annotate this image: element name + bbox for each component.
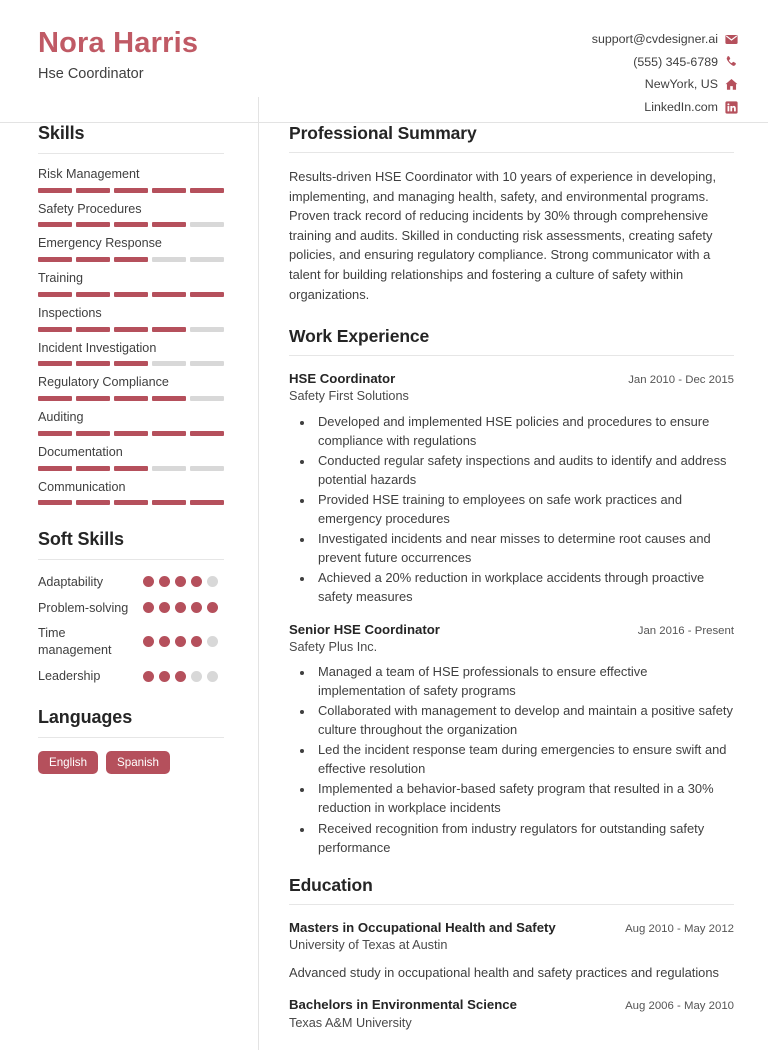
skill-level-segment bbox=[190, 327, 224, 332]
skill-level-segment bbox=[114, 222, 148, 227]
rating-dot bbox=[175, 602, 186, 613]
skill-level-segment bbox=[152, 466, 186, 471]
candidate-role: Hse Coordinator bbox=[38, 66, 144, 83]
education-description: Advanced study in occupational health and safety practices and regulations bbox=[289, 965, 719, 981]
skill-level-segment bbox=[114, 431, 148, 436]
skills-list bbox=[38, 167, 224, 505]
language-chip: Spanish bbox=[106, 751, 170, 775]
education-entry-header bbox=[289, 996, 734, 1013]
skill-level-segment bbox=[76, 500, 110, 505]
skill-level-bar bbox=[38, 327, 224, 332]
skill-level-bar bbox=[38, 361, 224, 366]
experience-bullet: • Provided HSE training to employees on safe work practices and emergency procedures bbox=[314, 490, 734, 528]
rating-dot bbox=[143, 636, 154, 647]
soft-skill-label: Time management bbox=[38, 626, 112, 657]
skill-item bbox=[38, 306, 224, 332]
education-date-range: Aug 2010 - May 2012 bbox=[625, 922, 734, 935]
rating-dot bbox=[143, 576, 154, 587]
skills-section bbox=[38, 123, 224, 505]
experience-date-range: Jan 2010 - Dec 2015 bbox=[628, 374, 734, 387]
education-entry bbox=[289, 919, 734, 983]
skill-level-segment bbox=[38, 500, 72, 505]
soft-skill-item bbox=[38, 625, 224, 658]
skill-level-segment bbox=[76, 466, 110, 471]
skill-level-segment bbox=[152, 396, 186, 401]
skill-level-segment bbox=[76, 361, 110, 366]
envelope-icon bbox=[725, 33, 738, 46]
skill-level-bar bbox=[38, 222, 224, 227]
skill-level-segment bbox=[190, 222, 224, 227]
skill-label: Auditing bbox=[38, 410, 84, 425]
skill-level-segment bbox=[190, 500, 224, 505]
skill-level-segment bbox=[114, 500, 148, 505]
education-heading: Education bbox=[289, 874, 373, 895]
skill-level-segment bbox=[152, 500, 186, 505]
rating-dot bbox=[207, 636, 218, 647]
language-chip: English bbox=[38, 751, 98, 775]
rating-dot bbox=[207, 602, 218, 613]
skill-level-segment bbox=[190, 257, 224, 262]
experience-company: Safety First Solutions bbox=[289, 389, 409, 404]
experience-date-range: Jan 2016 - Present bbox=[637, 624, 734, 637]
soft-skills-heading: Soft Skills bbox=[38, 529, 124, 550]
experience-entry bbox=[289, 370, 734, 606]
skill-label: Inspections bbox=[38, 305, 102, 320]
soft-skill-label: Problem-solving bbox=[38, 600, 129, 615]
experience-job-title: HSE Coordinator bbox=[289, 371, 396, 387]
skill-level-segment bbox=[38, 292, 72, 297]
skill-level-segment bbox=[38, 361, 72, 366]
soft-skill-rating bbox=[143, 636, 224, 647]
rating-dot bbox=[175, 636, 186, 647]
skill-level-bar bbox=[38, 396, 224, 401]
soft-skill-label: Adaptability bbox=[38, 574, 104, 589]
experience-bullet: • Implemented a behavior-based safety program that resulted in a 30% reduction in workplace incidents bbox=[314, 779, 734, 817]
skill-level-segment bbox=[38, 431, 72, 436]
skill-level-segment bbox=[152, 222, 186, 227]
skill-level-segment bbox=[114, 327, 148, 332]
skill-item bbox=[38, 202, 224, 228]
soft-skill-label: Leadership bbox=[38, 668, 101, 683]
rating-dot bbox=[159, 602, 170, 613]
resume-body bbox=[0, 96, 768, 1050]
rating-dot bbox=[159, 671, 170, 682]
sidebar bbox=[0, 97, 259, 1050]
soft-skill-rating bbox=[143, 576, 224, 587]
education-school: University of Texas at Austin bbox=[289, 937, 448, 952]
experience-bullet: • Collaborated with management to develop and maintain a positive safety culture throughout the organization bbox=[314, 701, 734, 739]
skill-item bbox=[38, 236, 224, 262]
rating-dot bbox=[191, 671, 202, 682]
rating-dot bbox=[207, 576, 218, 587]
experience-bullet-list bbox=[289, 662, 734, 857]
languages-heading: Languages bbox=[38, 706, 133, 727]
skill-label: Documentation bbox=[38, 444, 123, 459]
skill-label: Safety Procedures bbox=[38, 201, 142, 216]
contact-email[interactable] bbox=[592, 30, 738, 49]
skill-item bbox=[38, 341, 224, 367]
skill-label: Incident Investigation bbox=[38, 340, 157, 355]
skill-level-segment bbox=[152, 327, 186, 332]
summary-heading-rule bbox=[289, 152, 734, 153]
summary-section bbox=[289, 123, 734, 304]
experience-bullet: • Led the incident response team during emergencies to ensure swift and effective resolution bbox=[314, 740, 734, 778]
skill-label: Emergency Response bbox=[38, 236, 162, 251]
skill-label: Risk Management bbox=[38, 167, 140, 181]
soft-skill-rating bbox=[143, 671, 224, 682]
education-section bbox=[289, 875, 734, 1032]
experience-bullet: • Achieved a 20% reduction in workplace accidents through proactive safety measures bbox=[314, 568, 734, 606]
languages-heading-rule bbox=[38, 737, 224, 738]
experience-list bbox=[289, 370, 734, 856]
soft-skill-item bbox=[38, 573, 224, 590]
experience-bullet: • Managed a team of HSE professionals to ensure effective implementation of safety programs bbox=[314, 662, 734, 700]
experience-bullet: • Developed and implemented HSE policies and procedures to ensure compliance with regulations bbox=[314, 412, 734, 450]
main-column bbox=[259, 97, 768, 1050]
experience-company: Safety Plus Inc. bbox=[289, 639, 378, 654]
phone-icon bbox=[725, 55, 738, 68]
skill-level-segment bbox=[38, 327, 72, 332]
experience-entry-header bbox=[289, 621, 734, 638]
education-entry bbox=[289, 996, 734, 1031]
skill-level-bar bbox=[38, 292, 224, 297]
skill-level-segment bbox=[114, 292, 148, 297]
skill-item bbox=[38, 375, 224, 401]
skill-level-segment bbox=[38, 396, 72, 401]
soft-skills-section bbox=[38, 529, 224, 684]
experience-job-title: Senior HSE Coordinator bbox=[289, 621, 440, 637]
experience-heading-rule bbox=[289, 355, 734, 356]
contact-linkedin-text: LinkedIn.com bbox=[644, 99, 718, 114]
education-school: Texas A&M University bbox=[289, 1015, 412, 1030]
candidate-name: Nora Harris bbox=[38, 27, 199, 59]
skill-level-segment bbox=[190, 431, 224, 436]
skill-level-segment bbox=[76, 222, 110, 227]
skill-level-segment bbox=[114, 466, 148, 471]
rating-dot bbox=[159, 576, 170, 587]
rating-dot bbox=[191, 576, 202, 587]
contact-phone[interactable] bbox=[633, 53, 738, 72]
skill-level-segment bbox=[76, 188, 110, 193]
rating-dot bbox=[159, 636, 170, 647]
resume-header bbox=[0, 0, 768, 114]
skill-level-segment bbox=[76, 257, 110, 262]
skill-level-segment bbox=[190, 396, 224, 401]
skill-level-segment bbox=[152, 188, 186, 193]
home-icon bbox=[725, 78, 738, 91]
education-entry-header bbox=[289, 919, 734, 936]
skill-level-segment bbox=[38, 466, 72, 471]
skills-heading: Skills bbox=[38, 123, 85, 143]
skill-level-segment bbox=[114, 396, 148, 401]
skill-item bbox=[38, 480, 224, 506]
education-degree: Masters in Occupational Health and Safety bbox=[289, 919, 556, 935]
skill-level-segment bbox=[76, 396, 110, 401]
experience-bullet: • Conducted regular safety inspections and audits to identify and address potential hazards bbox=[314, 451, 734, 489]
experience-heading: Work Experience bbox=[289, 326, 430, 347]
skill-label: Communication bbox=[38, 479, 126, 494]
skill-level-segment bbox=[76, 327, 110, 332]
summary-text: Results-driven HSE Coordinator with 10 years of experience in developing, implementing, and managing health, safety, and environmental programs. Proven track record of reducing incidents by 30% through comprehensive training and audits. Skilled in conducting risk assessments, creating safety policies, and ensuring regulatory compliance. Strong communicator with a talent for building relationships and fostering a culture of safety within organizations. bbox=[289, 169, 717, 302]
rating-dot bbox=[143, 602, 154, 613]
rating-dot bbox=[143, 671, 154, 682]
skill-level-segment bbox=[76, 431, 110, 436]
contact-location-text: NewYork, US bbox=[644, 77, 718, 92]
skill-level-bar bbox=[38, 257, 224, 262]
rating-dot bbox=[191, 602, 202, 613]
skill-label: Training bbox=[38, 271, 84, 286]
skill-level-segment bbox=[152, 292, 186, 297]
skill-level-segment bbox=[114, 188, 148, 193]
skill-item bbox=[38, 271, 224, 297]
rating-dot bbox=[175, 576, 186, 587]
skill-level-bar bbox=[38, 500, 224, 505]
skill-level-segment bbox=[76, 292, 110, 297]
skill-item bbox=[38, 445, 224, 471]
skill-level-segment bbox=[114, 257, 148, 262]
rating-dot bbox=[175, 671, 186, 682]
experience-bullet: • Investigated incidents and near misses to determine root causes and prevent future occurrences bbox=[314, 529, 734, 567]
experience-section bbox=[289, 326, 734, 856]
skill-level-bar bbox=[38, 188, 224, 193]
soft-skill-rating bbox=[143, 602, 224, 613]
soft-skill-item bbox=[38, 668, 224, 685]
skill-level-segment bbox=[38, 222, 72, 227]
education-date-range: Aug 2006 - May 2010 bbox=[625, 1000, 734, 1013]
soft-skill-item bbox=[38, 599, 224, 616]
skill-label: Regulatory Compliance bbox=[38, 375, 169, 390]
skill-level-bar bbox=[38, 431, 224, 436]
contact-email-text: support@cvdesigner.ai bbox=[591, 32, 718, 46]
skill-level-segment bbox=[190, 292, 224, 297]
languages-section bbox=[38, 707, 224, 775]
skill-level-segment bbox=[152, 431, 186, 436]
rating-dot bbox=[207, 671, 218, 682]
skill-level-segment bbox=[190, 361, 224, 366]
experience-entry-header bbox=[289, 370, 734, 387]
skill-level-segment bbox=[114, 361, 148, 366]
education-heading-rule bbox=[289, 904, 734, 905]
skill-level-bar bbox=[38, 466, 224, 471]
identity-block bbox=[38, 26, 198, 84]
skill-level-segment bbox=[38, 188, 72, 193]
skill-level-segment bbox=[152, 361, 186, 366]
education-degree: Bachelors in Environmental Science bbox=[289, 997, 517, 1013]
experience-entry bbox=[289, 621, 734, 857]
contact-phone-text: (555) 345-6789 bbox=[633, 54, 718, 69]
skill-level-segment bbox=[190, 466, 224, 471]
soft-skills-heading-rule bbox=[38, 559, 224, 560]
summary-heading: Professional Summary bbox=[289, 123, 477, 143]
header-divider bbox=[0, 122, 768, 123]
rating-dot bbox=[191, 636, 202, 647]
soft-skills-list bbox=[38, 573, 224, 684]
skill-level-segment bbox=[38, 257, 72, 262]
skills-heading-rule bbox=[38, 153, 224, 154]
education-list bbox=[289, 919, 734, 1032]
skill-level-segment bbox=[152, 257, 186, 262]
skill-item bbox=[38, 410, 224, 436]
experience-bullet: • Received recognition from industry regulators for outstanding safety performance bbox=[314, 819, 734, 857]
skill-level-segment bbox=[190, 188, 224, 193]
experience-bullet-list bbox=[289, 412, 734, 607]
contact-location bbox=[645, 75, 738, 94]
languages-list bbox=[38, 751, 224, 775]
skill-item bbox=[38, 167, 224, 193]
